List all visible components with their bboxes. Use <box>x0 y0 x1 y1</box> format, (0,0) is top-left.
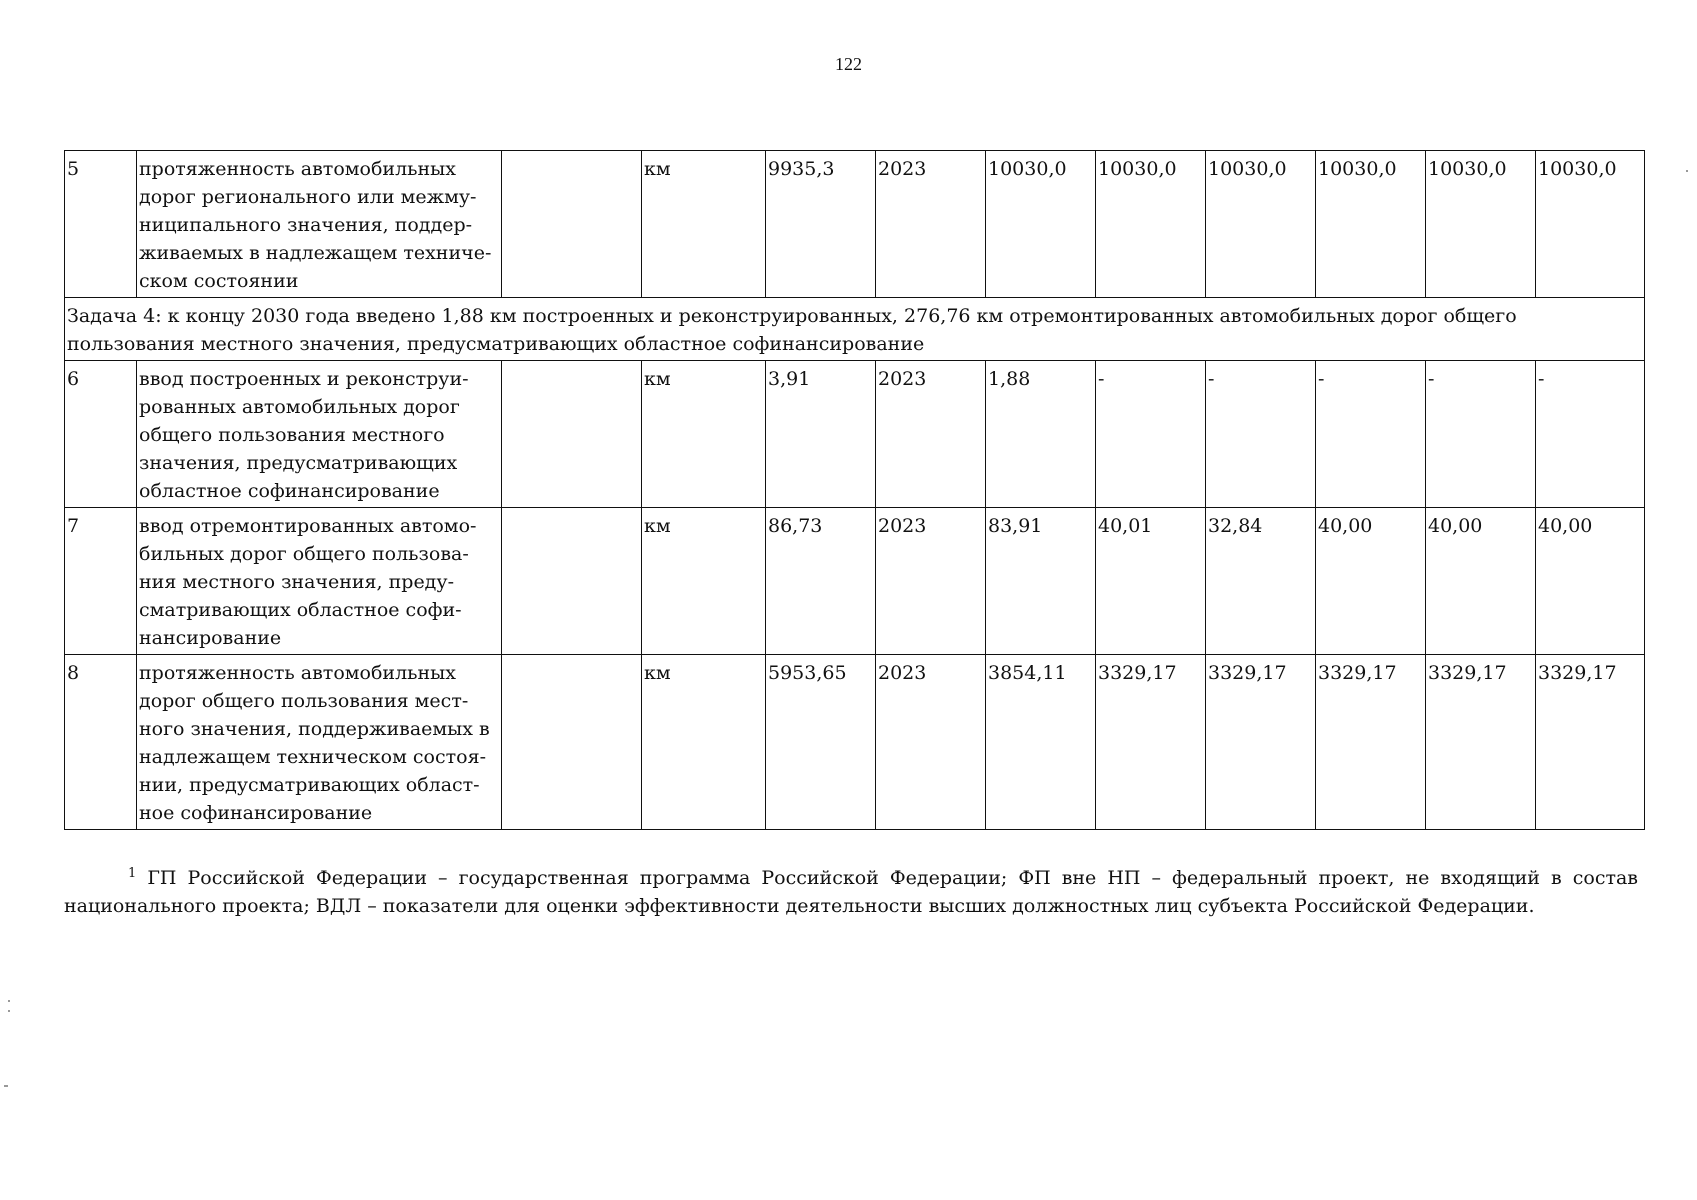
year-value: 40,01 <box>1096 508 1206 655</box>
page-number: 122 <box>835 54 862 74</box>
indicator-name <box>137 151 502 298</box>
indicator-name-line: бильных дорог общего пользова- <box>139 543 469 565</box>
indicator-name <box>137 655 502 830</box>
indicator-name-line: дорог общего пользования мест- <box>139 690 469 712</box>
base-value: 9935,3 <box>766 151 876 298</box>
year-value: - <box>1206 361 1316 508</box>
year-value: - <box>1536 361 1645 508</box>
table-row <box>65 151 1645 298</box>
year-value: 32,84 <box>1206 508 1316 655</box>
year-value: - <box>1096 361 1206 508</box>
indicator-name-line: ниципального значения, поддер- <box>139 214 473 236</box>
year-value: 3329,17 <box>1536 655 1645 830</box>
year-value: 3854,11 <box>986 655 1096 830</box>
indicator-type <box>502 151 642 298</box>
indicator-name-line: нансирование <box>139 627 282 649</box>
unit: км <box>642 361 766 508</box>
task-row <box>65 298 1645 361</box>
table-row <box>65 655 1645 830</box>
indicator-name-line: сматривающих областное софи- <box>139 599 462 621</box>
base-year: 2023 <box>876 151 986 298</box>
footnote-marker: 1 <box>128 866 137 881</box>
year-value: 10030,0 <box>1536 151 1645 298</box>
indicator-name-line: надлежащем техническом состоя- <box>139 746 486 768</box>
footnote <box>64 860 1638 920</box>
indicator-name-line: ное софинансирование <box>139 802 373 824</box>
scan-speck <box>4 1085 8 1087</box>
indicator-name-line: нии, предусматривающих област- <box>139 774 480 796</box>
year-value: - <box>1426 361 1536 508</box>
year-value: 10030,0 <box>1316 151 1426 298</box>
table-row <box>65 361 1645 508</box>
base-value: 3,91 <box>766 361 876 508</box>
row-number: 5 <box>65 151 137 298</box>
indicator-name-line: дорог регионального или межму- <box>139 186 477 208</box>
year-value: 40,00 <box>1426 508 1536 655</box>
indicator-name-line: рованных автомобильных дорог <box>139 396 460 418</box>
indicator-name-line: значения, предусматривающих <box>139 452 458 474</box>
base-year: 2023 <box>876 361 986 508</box>
indicator-name-line: протяженность автомобильных <box>139 662 456 684</box>
indicator-type <box>502 361 642 508</box>
row-number: 6 <box>65 361 137 508</box>
year-value: 40,00 <box>1316 508 1426 655</box>
indicator-name-line: областное софинансирование <box>139 480 440 502</box>
indicator-name-line: ввод отремонтированных автомо- <box>139 515 477 537</box>
base-value: 5953,65 <box>766 655 876 830</box>
year-value: 3329,17 <box>1096 655 1206 830</box>
row-number: 8 <box>65 655 137 830</box>
year-value: 83,91 <box>986 508 1096 655</box>
year-value: 40,00 <box>1536 508 1645 655</box>
indicator-type <box>502 655 642 830</box>
base-year: 2023 <box>876 655 986 830</box>
indicator-name <box>137 361 502 508</box>
year-value: 10030,0 <box>1096 151 1206 298</box>
base-year: 2023 <box>876 508 986 655</box>
indicator-name-line: ввод построенных и реконструи- <box>139 368 469 390</box>
task-text: Задача 4: к концу 2030 года введено 1,88 км построенных и реконструированных, 276,76 км отремонтированных автомобильных дорог общего пользования местного значения, предусматривающих областное софинансирование <box>65 298 1645 361</box>
year-value: - <box>1316 361 1426 508</box>
indicator-name-line: живаемых в надлежащем техниче- <box>139 242 492 264</box>
indicator-name-line: ния местного значения, преду- <box>139 571 454 593</box>
year-value: 3329,17 <box>1316 655 1426 830</box>
row-number: 7 <box>65 508 137 655</box>
indicator-name-line: ного значения, поддерживаемых в <box>139 718 490 740</box>
indicator-name-line: ском состоянии <box>139 270 299 292</box>
base-value: 86,73 <box>766 508 876 655</box>
unit: км <box>642 508 766 655</box>
year-value: 1,88 <box>986 361 1096 508</box>
unit: км <box>642 655 766 830</box>
scan-speck <box>8 1000 10 1002</box>
footnote-text: ГП Российской Федерации – государственная программа Российской Федерации; ФП вне НП – федеральный проект, не входящий в состав национального проекта; ВДЛ – показатели для оценки эффективности деятельности высших должностных лиц субъекта Российской Федерации. <box>64 867 1638 917</box>
indicator-name <box>137 508 502 655</box>
unit: км <box>642 151 766 298</box>
year-value: 3329,17 <box>1206 655 1316 830</box>
year-value: 10030,0 <box>1206 151 1316 298</box>
scan-speck <box>1686 170 1688 172</box>
scan-speck <box>8 1010 10 1012</box>
year-value: 10030,0 <box>986 151 1096 298</box>
indicator-name-line: общего пользования местного <box>139 424 445 446</box>
indicator-type <box>502 508 642 655</box>
year-value: 3329,17 <box>1426 655 1536 830</box>
indicators-table <box>64 150 1645 830</box>
indicator-name-line: протяженность автомобильных <box>139 158 456 180</box>
year-value: 10030,0 <box>1426 151 1536 298</box>
table-row <box>65 508 1645 655</box>
table-body <box>65 151 1645 830</box>
